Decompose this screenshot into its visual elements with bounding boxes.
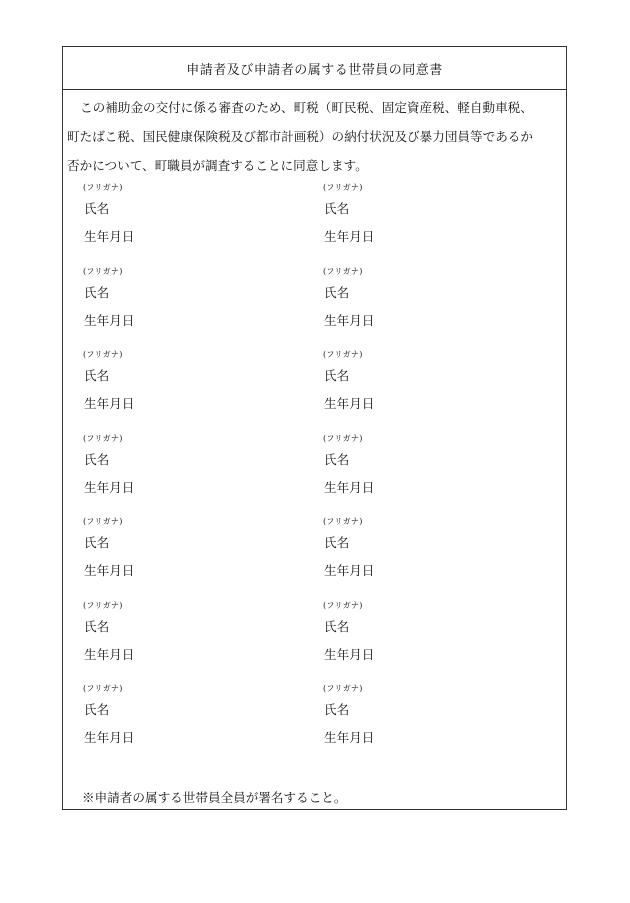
name-field[interactable]: 氏名 xyxy=(324,368,350,383)
dob-field[interactable]: 生年月日 xyxy=(324,563,375,578)
furigana-field[interactable]: (フリガナ) xyxy=(323,433,363,443)
dob-field[interactable]: 生年月日 xyxy=(324,396,375,411)
signature-block-left xyxy=(83,599,303,669)
name-field[interactable]: 氏名 xyxy=(324,451,350,467)
signature-block-right xyxy=(323,181,543,251)
furigana-field[interactable]: (フリガナ) xyxy=(323,517,363,526)
name-field[interactable]: 氏名 xyxy=(84,201,110,216)
consent-statement xyxy=(67,93,567,180)
furigana-field[interactable]: (フリガナ) xyxy=(323,183,363,192)
signature-row xyxy=(63,181,568,265)
name-field[interactable]: 氏名 xyxy=(324,702,350,717)
dob-field[interactable]: 生年月日 xyxy=(84,479,135,495)
signature-row xyxy=(63,682,568,766)
consent-statement-line: 否かについて、町職員が調査することに同意します。 xyxy=(67,158,368,173)
name-field[interactable]: 氏名 xyxy=(84,368,110,383)
furigana-field[interactable]: (フリガナ) xyxy=(83,350,123,359)
name-field[interactable]: 氏名 xyxy=(84,535,110,550)
signature-block-left xyxy=(83,348,303,418)
dob-field[interactable]: 生年月日 xyxy=(324,229,375,244)
furigana-field[interactable]: (フリガナ) xyxy=(83,433,123,443)
name-field[interactable]: 氏名 xyxy=(324,284,350,300)
signature-entries xyxy=(63,181,568,766)
signature-block-right xyxy=(323,515,543,585)
name-field[interactable]: 氏名 xyxy=(84,702,110,717)
dob-field[interactable]: 生年月日 xyxy=(324,479,375,495)
dob-field[interactable]: 生年月日 xyxy=(84,396,135,411)
furigana-field[interactable]: (フリガナ) xyxy=(323,266,363,276)
signature-row xyxy=(63,599,568,683)
signature-block-right xyxy=(323,348,543,418)
name-field[interactable]: 氏名 xyxy=(84,618,110,634)
signature-row xyxy=(63,432,568,516)
name-field[interactable]: 氏名 xyxy=(84,284,110,300)
dob-field[interactable]: 生年月日 xyxy=(324,646,375,662)
form-title: 申請者及び申請者の属する世帯員の同意書 xyxy=(63,47,566,90)
furigana-field[interactable]: (フリガナ) xyxy=(323,600,363,610)
furigana-field[interactable]: (フリガナ) xyxy=(83,517,123,526)
furigana-field[interactable]: (フリガナ) xyxy=(83,600,123,610)
dob-field[interactable]: 生年月日 xyxy=(324,312,375,328)
dob-field[interactable]: 生年月日 xyxy=(324,730,375,745)
signature-block-left xyxy=(83,265,303,335)
furigana-field[interactable]: (フリガナ) xyxy=(323,684,363,693)
signature-block-left xyxy=(83,515,303,585)
dob-field[interactable]: 生年月日 xyxy=(84,730,135,745)
signature-block-left xyxy=(83,181,303,251)
signature-row xyxy=(63,348,568,432)
name-field[interactable]: 氏名 xyxy=(324,618,350,634)
consent-form xyxy=(62,46,567,810)
consent-statement-line: この補助金の交付に係る審査のため、町税（町民税、固定資産税、軽自動車税、 xyxy=(80,100,533,115)
signature-block-right xyxy=(323,599,543,669)
furigana-field[interactable]: (フリガナ) xyxy=(83,183,123,192)
signature-block-right xyxy=(323,265,543,335)
name-field[interactable]: 氏名 xyxy=(84,451,110,467)
furigana-field[interactable]: (フリガナ) xyxy=(83,684,123,693)
dob-field[interactable]: 生年月日 xyxy=(84,312,135,328)
name-field[interactable]: 氏名 xyxy=(324,201,350,216)
signature-row xyxy=(63,515,568,599)
signature-block-left xyxy=(83,682,303,752)
furigana-field[interactable]: (フリガナ) xyxy=(323,350,363,359)
signature-note: ※申請者の属する世帯員全員が署名すること。 xyxy=(82,790,347,805)
signature-block-left xyxy=(83,432,303,502)
dob-field[interactable]: 生年月日 xyxy=(84,229,135,244)
consent-statement-line: 町たばこ税、国民健康保険税及び都市計画税）の納付状況及び暴力団員等であるか xyxy=(67,129,533,144)
signature-block-right xyxy=(323,682,543,752)
signature-block-right xyxy=(323,432,543,502)
name-field[interactable]: 氏名 xyxy=(324,535,350,550)
dob-field[interactable]: 生年月日 xyxy=(84,646,135,662)
furigana-field[interactable]: (フリガナ) xyxy=(83,266,123,276)
signature-row xyxy=(63,265,568,349)
dob-field[interactable]: 生年月日 xyxy=(84,563,135,578)
